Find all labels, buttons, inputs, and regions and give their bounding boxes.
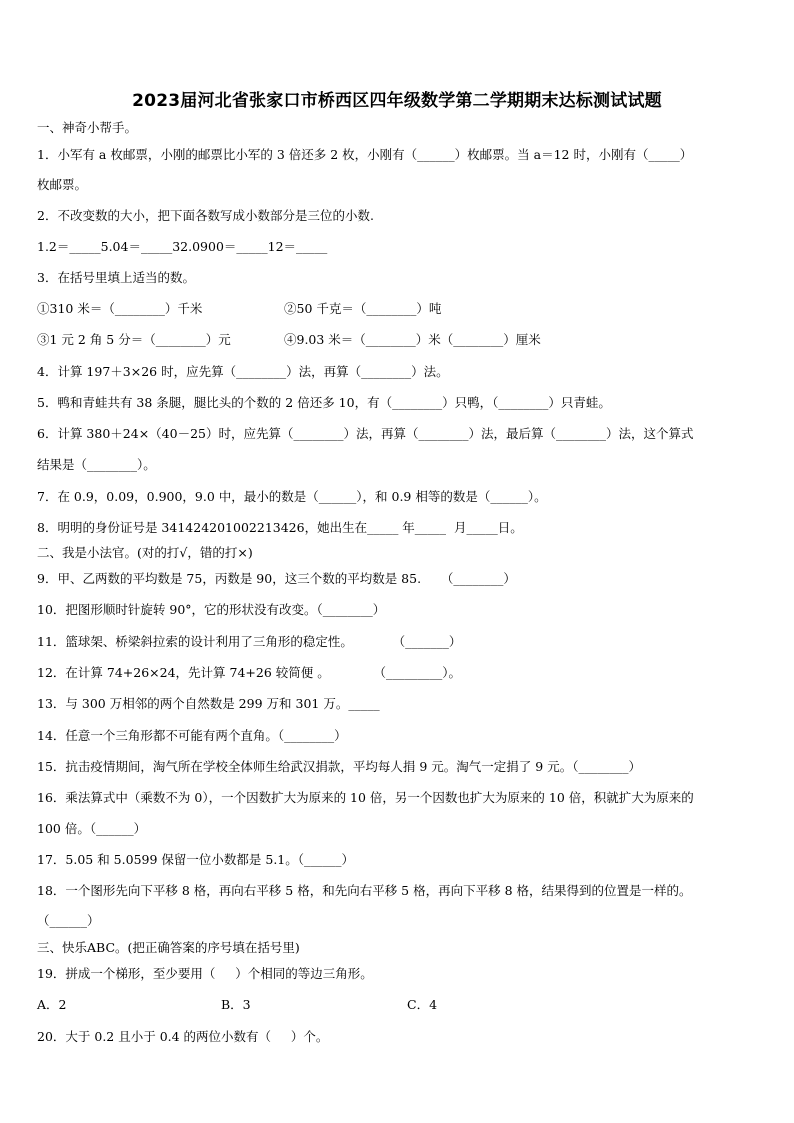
section-heading-3: 三、快乐ABC。(把正确答案的序号填在括号里)	[37, 940, 300, 955]
question-1-line-2: 枚邮票。	[37, 177, 88, 192]
question-14: 14．任意一个三角形都不可能有两个直角。（________）	[37, 728, 347, 743]
question-12: 12．在计算 74+26×24，先计算 74+26 较简便 。 （_________）。	[37, 665, 461, 680]
question-11: 11．篮球架、桥梁斜拉索的设计利用了三角形的稳定性。 （_______）	[37, 634, 462, 649]
question-10: 10．把图形顺时针旋转 90°，它的形状没有改变。（________）	[37, 602, 386, 617]
question-3-item-2: ②50 千克＝（________）吨	[284, 301, 442, 316]
question-19-option-b: B．3	[221, 997, 251, 1012]
question-19-option-c: C．4	[407, 997, 438, 1012]
question-7: 7．在 0.9，0.09，0.900，9.0 中，最小的数是（______），和 0.9 相等的数是（______）。	[37, 489, 547, 504]
question-2-line-2: 1.2＝_____5.04＝_____32.0900＝_____12＝_____	[37, 239, 328, 254]
question-16-line-1: 16．乘法算式中（乘数不为 0），一个因数扩大为原来的 10 倍，另一个因数也扩大为原来的 10 倍，积就扩大为原来的	[37, 790, 694, 805]
page-title: 2023届河北省张家口市桥西区四年级数学第二学期期末达标测试试题	[132, 91, 662, 111]
question-19-option-a: A．2	[37, 997, 67, 1012]
question-1-line-1: 1．小军有 a 枚邮票，小刚的邮票比小军的 3 倍还多 2 枚，小刚有（______）枚邮票。当 a＝12 时，小刚有（_____）	[37, 147, 693, 162]
question-6-line-2: 结果是（________）。	[37, 457, 156, 472]
question-18-line-1: 18．一个图形先向下平移 8 格，再向右平移 5 格，和先向右平移 5 格，再向下平移 8 格，结果得到的位置是一样的。	[37, 883, 692, 898]
question-17: 17．5.05 和 5.0599 保留一位小数都是 5.1。（______）	[37, 852, 354, 867]
question-3: 3．在括号里填上适当的数。	[37, 270, 195, 285]
section-heading-2: 二、我是小法官。(对的打√，错的打×)	[37, 545, 253, 560]
question-18-line-2: （______）	[37, 913, 100, 928]
question-4: 4．计算 197＋3×26 时，应先算（________）法，再算（________）法。	[37, 364, 449, 379]
question-13: 13．与 300 万相邻的两个自然数是 299 万和 301 万。_____	[37, 696, 380, 711]
question-2-line-1: 2．不改变数的大小，把下面各数写成小数部分是三位的小数.	[37, 208, 374, 223]
question-6-line-1: 6．计算 380＋24×（40－25）时，应先算（________）法，再算（________）法，最后算（________）法，这个算式	[37, 426, 694, 441]
question-8: 8．明明的身份证号是 341424201002213426，她出生在_____ 年_____ 月_____日。	[37, 520, 523, 535]
question-19: 19．拼成一个梯形，至少要用（ ）个相同的等边三角形。	[37, 966, 373, 981]
question-5: 5．鸭和青蛙共有 38 条腿，腿比头的个数的 2 倍还多 10，有（________）只鸭，（________）只青蛙。	[37, 395, 611, 410]
question-9: 9．甲、乙两数的平均数是 75，丙数是 90，这三个数的平均数是 85. （________）	[37, 571, 516, 586]
question-16-line-2: 100 倍。（______）	[37, 821, 147, 836]
question-3-item-4: ④9.03 米＝（________）米（________）厘米	[284, 332, 541, 347]
question-20: 20．大于 0.2 且小于 0.4 的两位小数有（ ）个。	[37, 1029, 329, 1044]
section-heading-1: 一、神奇小帮手。	[37, 120, 138, 135]
question-3-item-1: ①310 米＝（________）千米	[37, 301, 203, 316]
question-15: 15．抗击疫情期间，淘气所在学校全体师生给武汉捐款，平均每人捐 9 元。淘气一定捐了 9 元。（________）	[37, 759, 641, 774]
question-3-item-3: ③1 元 2 角 5 分＝（________）元	[37, 332, 231, 347]
